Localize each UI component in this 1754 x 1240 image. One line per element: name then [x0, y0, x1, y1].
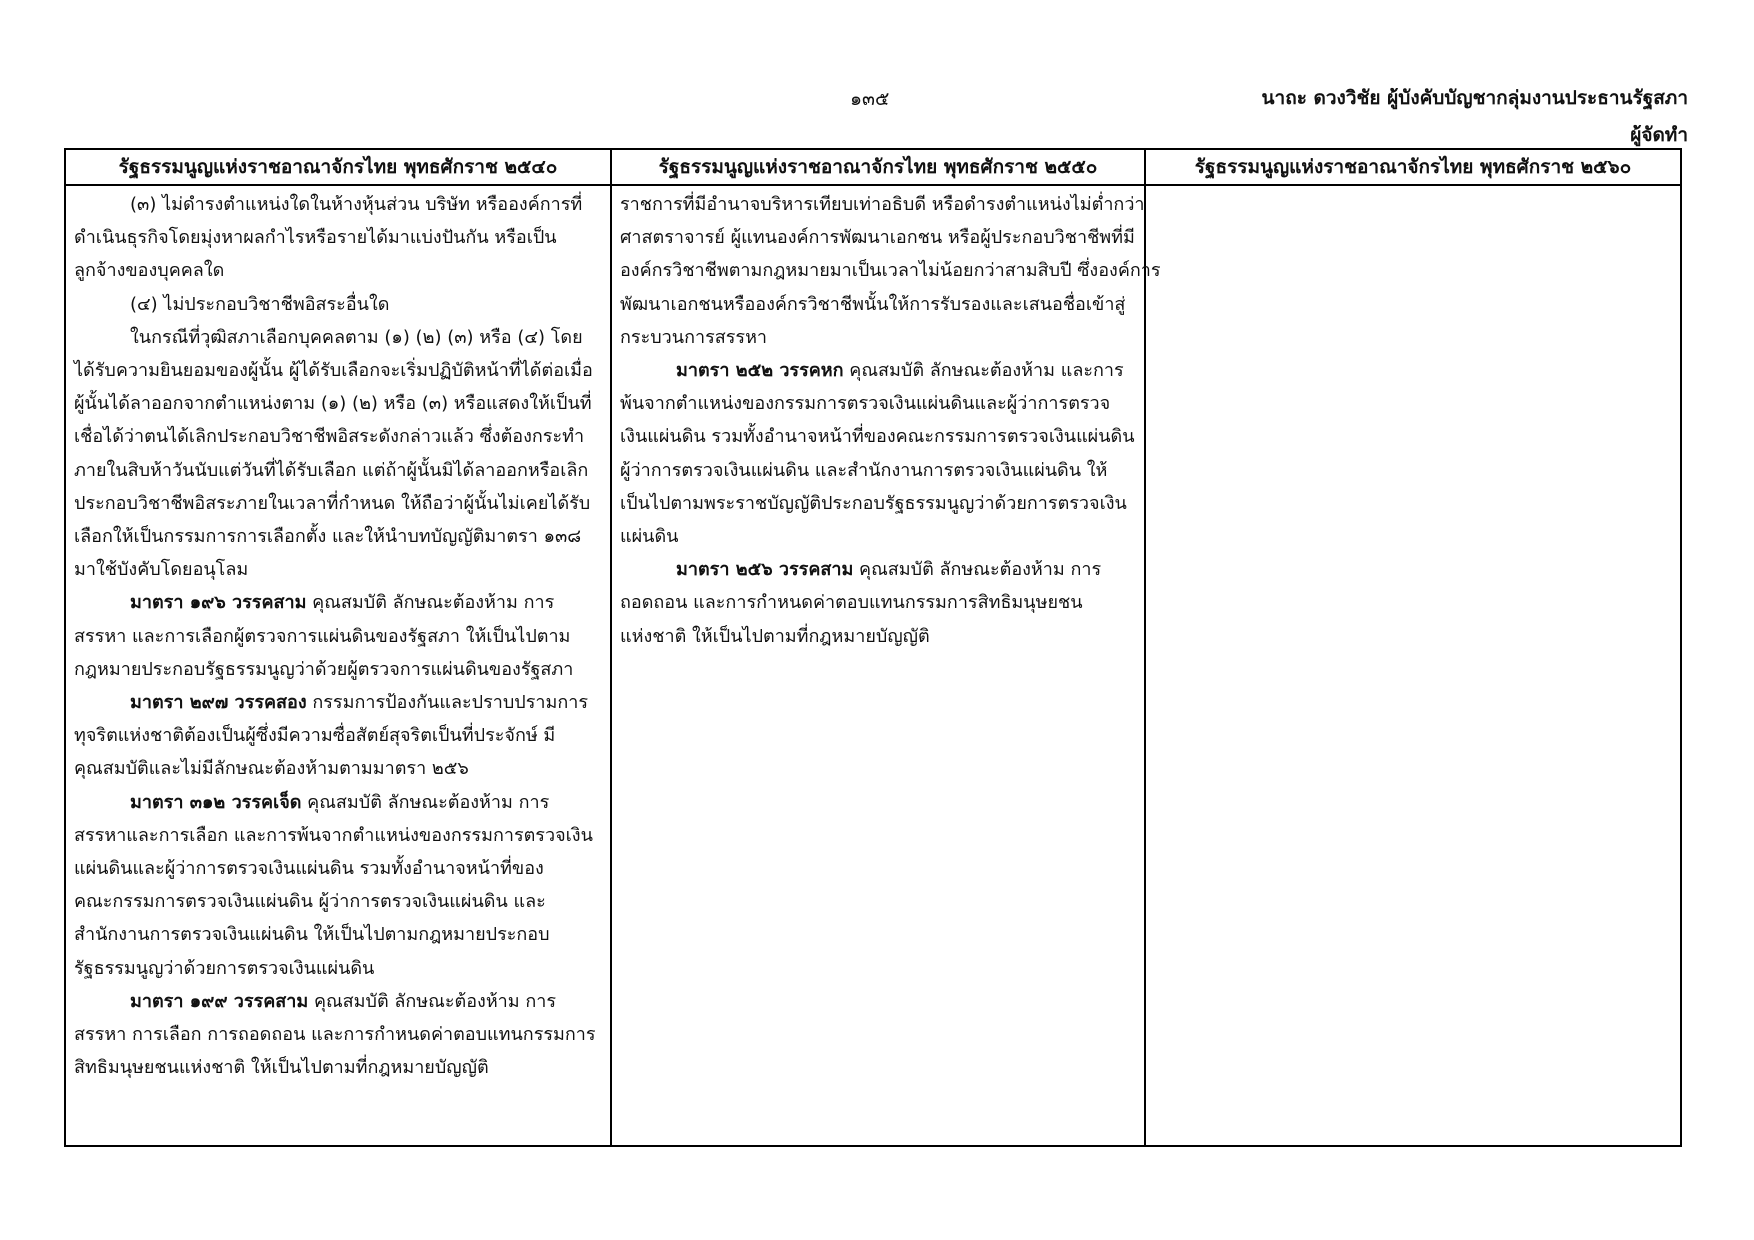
text-line — [74, 288, 602, 321]
text-line — [620, 553, 1136, 586]
line-text: สรรหาและการเลือก และการพ้นจากตำแหน่งของกรรมการตรวจเงิน — [74, 824, 593, 846]
line-text: คุณสมบัติ ลักษณะต้องห้าม การ — [301, 791, 550, 813]
text-line — [74, 454, 602, 487]
line-text: คุณสมบัติ ลักษณะต้องห้าม การ — [308, 990, 557, 1012]
section-reference: มาตรา ๑๙๙ วรรคสาม — [130, 990, 309, 1012]
comparison-table — [64, 148, 1682, 1147]
author-block — [1262, 80, 1688, 154]
column-2560-text — [1145, 185, 1681, 1146]
column-header-2550: รัฐธรรมนูญแห่งราชอาณาจักรไทย พุทธศักราช ๒๕๕๐ — [611, 149, 1145, 185]
text-line — [74, 1018, 602, 1051]
line-text: ผู้ว่าการตรวจเงินแผ่นดิน และสำนักงานการตรวจเงินแผ่นดิน ให้ — [620, 459, 1108, 481]
text-line — [620, 387, 1136, 420]
line-text: คุณสมบัติ ลักษณะต้องห้าม การ — [853, 559, 1102, 581]
line-text: รัฐธรรมนูญว่าด้วยการตรวจเงินแผ่นดิน — [74, 957, 375, 979]
text-line — [74, 786, 602, 819]
text-line — [620, 420, 1136, 453]
text-line — [620, 188, 1145, 221]
text-line — [620, 454, 1136, 487]
text-line — [74, 354, 602, 387]
line-text: พ้นจากตำแหน่งของกรรมการตรวจเงินแผ่นดินและผู้ว่าการตรวจ — [620, 393, 1111, 415]
line-text: องค์กรวิชาชีพตามกฎหมายมาเป็นเวลาไม่น้อยกว่าสามสิบปี ซึ่งองค์การ — [620, 260, 1161, 282]
line-text: กระบวนการสรรหา — [620, 326, 768, 348]
section-reference: มาตรา ๒๙๗ วรรคสอง — [130, 692, 307, 714]
line-text: (๓) ไม่ดำรงตำแหน่งใดในห้างหุ้นส่วน บริษัท หรือองค์การที่ — [130, 194, 583, 215]
page-number: ๑๓๕ — [850, 88, 890, 110]
line-text: สรรหา และการเลือกผู้ตรวจการแผ่นดินของรัฐสภา ให้เป็นไปตาม — [74, 625, 571, 647]
section-reference: มาตรา ๒๕๒ วรรคหก — [676, 360, 844, 382]
line-text: ลูกจ้างของบุคคลใด — [74, 260, 225, 282]
line-text: ทุจริตแห่งชาติต้องเป็นผู้ซึ่งมีความซื่อสัตย์สุจริตเป็นที่ประจักษ์ มี — [74, 725, 556, 747]
line-text: สรรหา การเลือก การถอดถอน และการกำหนดค่าตอบแทนกรรมการ — [74, 1024, 596, 1046]
section-reference: มาตรา ๒๕๖ วรรคสาม — [676, 559, 854, 581]
text-line — [74, 752, 602, 785]
text-line — [74, 1051, 602, 1084]
line-text: เงินแผ่นดิน รวมทั้งอำนาจหน้าที่ของคณะกรรมการตรวจเงินแผ่นดิน — [620, 426, 1135, 448]
header-row — [65, 149, 1681, 185]
column-header-2560: รัฐธรรมนูญแห่งราชอาณาจักรไทย พุทธศักราช ๒๕๖๐ — [1145, 149, 1681, 185]
text-line — [74, 321, 602, 354]
line-text: เลือกให้เป็นกรรมการการเลือกตั้ง และให้นำบทบัญญัติมาตรา ๑๓๘ — [74, 526, 582, 548]
text-line — [74, 885, 602, 918]
section-reference: มาตรา ๑๙๖ วรรคสาม — [130, 592, 307, 614]
line-text: ภายในสิบห้าวันนับแต่วันที่ได้รับเลือก แต่ถ้าผู้นั้นมิได้ลาออกหรือเลิก — [74, 459, 589, 481]
text-line — [620, 586, 1136, 619]
text-line — [620, 520, 1136, 553]
text-line — [74, 487, 602, 520]
text-line — [620, 354, 1136, 387]
line-text: เป็นไปตามพระราชบัญญัติประกอบรัฐธรรมนูญว่าด้วยการตรวจเงิน — [620, 492, 1127, 514]
text-line — [74, 387, 602, 420]
text-line — [74, 985, 602, 1018]
line-text: เชื่อได้ว่าตนได้เลิกประกอบวิชาชีพอิสระดังกล่าวแล้ว ซึ่งต้องกระทำ — [74, 426, 585, 448]
line-text: สำนักงานการตรวจเงินแผ่นดิน ให้เป็นไปตามกฎหมายประกอบ — [74, 924, 550, 946]
text-line — [74, 719, 602, 752]
line-text: กรรมการป้องกันและปราบปรามการ — [306, 692, 589, 714]
line-text: แผ่นดินและผู้ว่าการตรวจเงินแผ่นดิน รวมทั้งอำนาจหน้าที่ของ — [74, 858, 544, 880]
text-line — [620, 487, 1136, 520]
line-text: คุณสมบัติ ลักษณะต้องห้าม การ — [306, 592, 555, 614]
author-name: นาถะ ดวงวิชัย ผู้บังคับบัญชากลุ่มงานประธานรัฐสภา — [1261, 87, 1688, 109]
column-2540-text — [65, 185, 611, 1146]
text-line — [74, 918, 602, 951]
column-2550-text — [611, 185, 1161, 1146]
text-line — [620, 221, 1136, 254]
text-line — [74, 586, 602, 619]
author-role: ผู้จัดทำ — [1630, 124, 1688, 146]
line-text: (๔) ไม่ประกอบวิชาชีพอิสระอื่นใด — [130, 293, 390, 315]
line-text: แห่งชาติ ให้เป็นไปตามที่กฎหมายบัญญัติ — [620, 625, 930, 647]
line-text: ได้รับความยินยอมของผู้นั้น ผู้ได้รับเลือกจะเริ่มปฏิบัติหน้าที่ได้ต่อเมื่อ — [74, 360, 593, 382]
text-line — [74, 188, 602, 221]
line-text: มาใช้บังคับโดยอนุโลม — [74, 559, 249, 581]
text-line — [620, 321, 1136, 354]
text-line — [620, 288, 1136, 321]
line-text: พัฒนาเอกชนหรือองค์กรวิชาชีพนั้นให้การรับรองและเสนอชื่อเข้าสู่ — [620, 293, 1126, 315]
text-line — [74, 254, 602, 287]
line-text: ราชการที่มีอำนาจบริหารเทียบเท่าอธิบดี หรือดำรงตำแหน่งไม่ต่ำกว่า — [620, 194, 1145, 215]
text-line — [74, 819, 602, 852]
text-line — [74, 420, 602, 453]
line-text: ในกรณีที่วุฒิสภาเลือกบุคคลตาม (๑) (๒) (๓) หรือ (๔) โดย — [130, 326, 583, 348]
line-text: คุณสมบัติและไม่มีลักษณะต้องห้ามตามมาตรา ๒๕๖ — [74, 758, 469, 780]
line-text: ถอดถอน และการกำหนดค่าตอบแทนกรรมการสิทธิมนุษยชน — [620, 592, 1083, 614]
text-line — [74, 686, 602, 719]
text-line — [74, 520, 602, 553]
text-line — [74, 653, 602, 686]
section-reference: มาตรา ๓๑๒ วรรคเจ็ด — [130, 791, 302, 813]
column-header-2540: รัฐธรรมนูญแห่งราชอาณาจักรไทย พุทธศักราช ๒๕๔๐ — [65, 149, 611, 185]
content-row — [65, 185, 1681, 1146]
line-text: กฎหมายประกอบรัฐธรรมนูญว่าด้วยผู้ตรวจการแผ่นดินของรัฐสภา — [74, 658, 574, 680]
line-text: ผู้นั้นได้ลาออกจากตำแหน่งตาม (๑) (๒) หรือ (๓) หรือแสดงให้เป็นที่ — [74, 393, 592, 415]
text-line — [620, 254, 1161, 287]
line-text: คณะกรรมการตรวจเงินแผ่นดิน ผู้ว่าการตรวจเงินแผ่นดิน และ — [74, 891, 546, 913]
line-text: แผ่นดิน — [620, 526, 679, 548]
line-text: ประกอบวิชาชีพอิสระภายในเวลาที่กำหนด ให้ถือว่าผู้นั้นไม่เคยได้รับ — [74, 492, 591, 514]
text-line — [74, 852, 602, 885]
text-line — [74, 952, 602, 985]
text-line — [620, 620, 1136, 653]
line-text: สิทธิมนุษยชนแห่งชาติ ให้เป็นไปตามที่กฎหมายบัญญัติ — [74, 1057, 489, 1079]
text-line — [74, 221, 602, 254]
line-text: คุณสมบัติ ลักษณะต้องห้าม และการ — [843, 360, 1124, 382]
text-line — [74, 620, 602, 653]
line-text: ดำเนินธุรกิจโดยมุ่งหาผลกำไรหรือรายได้มาแบ่งปันกัน หรือเป็น — [74, 227, 557, 249]
line-text: ศาสตราจารย์ ผู้แทนองค์การพัฒนาเอกชน หรือผู้ประกอบวิชาชีพที่มี — [620, 227, 1135, 249]
text-line — [74, 553, 602, 586]
